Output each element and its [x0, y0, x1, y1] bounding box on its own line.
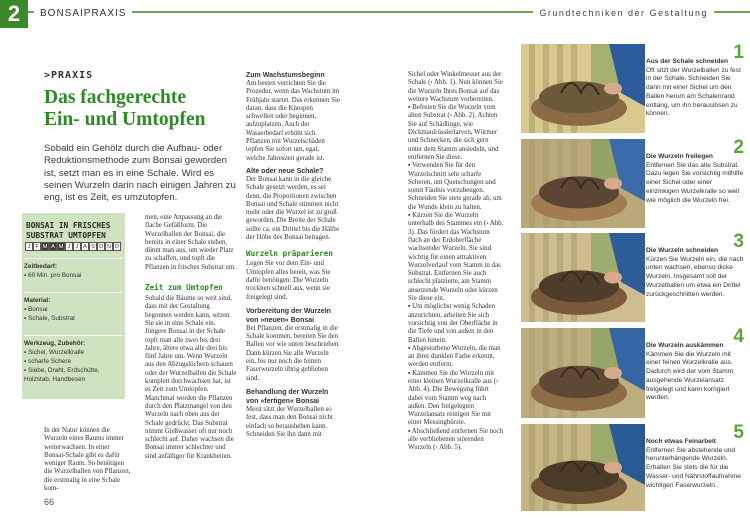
column-3 — [246, 71, 340, 439]
zeitbedarf-label: Zeitbedarf: — [24, 263, 58, 270]
werkzeug-item: ▪ Siebe, Draht, Erdschütte, Holzstab, Handbesen — [24, 367, 100, 383]
step-title: Die Wurzeln auskämmen — [646, 342, 724, 349]
step-photo — [521, 328, 645, 418]
step-photo — [521, 424, 645, 511]
step-number: 5 — [733, 422, 744, 443]
heading-fertige-bonsai: Behandlung der Wurzeln von »fertigen« Bonsai — [246, 388, 329, 405]
col2-paragraph-2: Sobald die Bäume so weit sind, dass mit der Gestaltung begonnen werden kann, setzen Sie sie in eine Schale ein. Jüngere Bonsai in der Schale topft man alle zwei bis drei Jahre, ältere etwa alle drei bis fünf Jahre um. Wenn Wurzeln aus den Abzugslöchern schauen oder der Wurzelballen die Schale komplett durchwachsen hat, ist es Zeit zum Umtopfen. Manchmal werden die Pflanzen durch den Platzmangel von den Wurzeln nach oben aus der Schale gedrückt. Das Substrat nimmt Gießwasser oft nur noch schlecht auf. Daher wachsen die Bonsai immer schlechter und sind anfälliger für Krankheiten. — [145, 295, 237, 460]
title-line-2: Ein- und Umtopfen — [44, 109, 206, 130]
info-divider — [24, 258, 122, 259]
month-cell: A — [81, 242, 89, 251]
col4-bullet: ▪ Befreien Sie die Wurzeln vom alten Substrat (› Abb. 2). Achten Sie auf Schädlinge, wie Dickmaulrüsslerlarven, Würmer und Schnecken, die sich gern unter dem Stamm ansiedeln, und entfernen Sie diese. — [408, 104, 499, 161]
month-cell: D — [113, 242, 121, 251]
heading-neue-bonsai: Vorbereitung der Wurzeln von »neuen« Bonsai — [246, 307, 331, 324]
month-cell: N — [105, 242, 113, 251]
step-caption — [646, 153, 746, 205]
month-cell: J — [65, 242, 73, 251]
step-number: 2 — [733, 137, 744, 158]
col4-bullet: ▪ Abschließend entfernen Sie noch alle verbliebenen störenden Wurzeln (› Abb. 5). — [408, 427, 504, 452]
info-title-line-1: BONSAI IN FRISCHES — [26, 221, 111, 230]
info-box-title — [26, 221, 126, 240]
lead-paragraph: Sobald ein Gehölz durch die Aufbau- oder Reduktionsmethode zum Bonsai geworden ist, setzt man es in eine Schale. Wird es seinen Wurzeln darin nach einigen Jahren zu eng, ist es Zeit, es umzutopfen. — [44, 143, 236, 204]
step-title: Die Wurzeln schneiden — [646, 247, 719, 254]
col4-bullet: ▪ Abgestorbene Wurzeln, die man an ihrer dunklen Farbe erkennt, werden entfernt. — [408, 344, 501, 369]
chapter-number-badge: 2 — [0, 0, 28, 28]
col4-bullet: ▪ Kämmen Sie die Wurzeln mit einer kleinen Wurzelkralle aus (› Abb. 4). Die Bewegung führt dabei vom Stamm weg nach außen. Den freigelegten Wurzelansatz reinigen Sie mit einer Messingbürste. — [408, 369, 499, 427]
step-caption — [646, 438, 746, 490]
page-number: 66 — [44, 497, 55, 507]
month-cell: S — [89, 242, 97, 251]
step-caption — [646, 58, 746, 119]
column-4 — [408, 71, 504, 453]
step-photo — [521, 44, 645, 133]
step-number: 3 — [733, 231, 744, 252]
month-calendar — [25, 242, 121, 251]
kicker: >PRAXIS — [44, 70, 94, 81]
info-divider — [24, 335, 122, 336]
info-title-line-2: SUBSTRAT UMTOPFEN — [26, 230, 106, 240]
title-line-1: Das fachgerechte — [44, 87, 187, 108]
info-zeitbedarf — [24, 262, 124, 280]
month-cell: M — [42, 244, 48, 250]
werkzeug-item: ▪ scharfe Schere — [24, 358, 72, 365]
material-item: ▪ Schale, Substrat — [24, 315, 75, 322]
step-number: 4 — [733, 326, 744, 347]
step-title: Noch etwas Feinarbeit — [646, 438, 716, 445]
heading-wurzeln-praeparieren: Wurzeln präparieren — [246, 249, 333, 259]
material-label: Material: — [24, 297, 51, 304]
month-cell: O — [98, 244, 104, 250]
col3-paragraph-3: Legen Sie vor dem Ein- und Umtopfen alles bereit, was Sie dafür benötigen: Die Wurzeln trocknen schnell aus, wenn sie freigelegt sind. — [246, 260, 331, 301]
material-item: ▪ Bonsai — [24, 306, 48, 313]
month-cell: J — [73, 242, 81, 251]
col4-bullet: ▪ Kürzen Sie die Wurzeln unterhalb des Stammes ein (› Abb. 3). Das fördert das Wachstum flach an der Erdoberfläche wachsender Wurzeln. Sie sind wichtig für einen attraktiven Wurzelverlauf vom Stamm in das Substrat. Entfernen Sie auch schlecht platzierte, am Stamm ansetzende Wurzeln oder kürzen Sie diese ein. — [408, 212, 504, 303]
col4-bullet: ▪ Verwenden Sie für den Wurzelschnitt sehr scharfe Scheren, um Quetschungen und somit Fäulnis vorzubeugen. Schneiden Sie stets gerade ab, um die Wunde klein zu halten. — [408, 162, 502, 211]
step-caption — [646, 342, 746, 403]
col3-paragraph-2: Der Bonsai kann in die gleiche Schale gesetzt werden, es sei denn, die Proportionen zwischen Bonsai und Schale stimmen nicht mehr oder die Wurzel ist zu groß geworden. Die Breite der Schale sollte ca. ein Drittel bis die Hälfte der Höhe des Bonsai betragen. — [246, 175, 340, 242]
heading-alte-oder-neue-schale: Alte oder neue Schale? — [246, 167, 324, 175]
step-text: Kürzen Sie Wurzeln ein, die nach unten wachsen, ebenso dicke Wurzeln. Insgesamt soll der Wurzelballen um etwa ein Drittel zurückgeschnitten werden. — [646, 255, 744, 298]
month-cell: A — [49, 242, 57, 251]
step-text: Entfernen Sie abstehende und herunterhängende Wurzeln. Erhalten Sie stets die für die Wasser- und Nährstoffaufnahme wichtigen Faserwurzeln. — [646, 446, 741, 489]
zeitbedarf-item: ▪ 60 Min. pro Bonsai — [24, 272, 82, 279]
column-2 — [145, 214, 238, 461]
section-label-left: BONSAIPRAXIS — [34, 8, 132, 19]
col3-paragraph-5: Meist sitzt der Wurzelballen so fest, dass man den Bonsai nicht einfach so herausheben kann. Schneiden Sie ihn dann mit — [246, 405, 333, 438]
step-text: Entfernen Sie das alte Substrat. Dazu legen Sie vorsichtig mithilfe einer Sichel oder einer einzinkigen Wurzelkralle so weit wie möglich die Wurzeln frei. — [646, 161, 744, 204]
step-text: Kämmen Sie die Wurzeln mit einer feinen Wurzelkralle aus. Dadurch wird der vom Stamm ausgehende Wurzelansatz freigelegt und kann korrigiert werden. — [646, 350, 734, 402]
col3-paragraph-1: Am besten verrichten Sie die Prozedur, wenn das Wachstum im Frühjahr startet. Das erkennen Sie daran, dass die Knospen schwellen oder beginnen, aufzuplatzen. Auch der Wasserbedarf erhöht sich. Pflanzen mit Wurzelschäden topfen Sie sofort um, egal, welche Jahreszeit gerade ist. — [246, 80, 340, 162]
col4-intro: Sichel oder Winkelmesser aus der Schale (› Abb. 1). Nun können Sie die Wurzeln Ihres Bonsai auf das weitere Wachstum vorbereiten. — [408, 71, 503, 103]
step-caption — [646, 247, 746, 299]
step-number: 1 — [733, 42, 744, 63]
step-photo — [521, 233, 645, 322]
month-cell: M — [58, 244, 64, 250]
month-cell: J — [25, 242, 33, 251]
info-werkzeug — [24, 339, 124, 384]
werkzeug-label: Werkzeug, Zubehör: — [24, 340, 86, 347]
info-material — [24, 296, 124, 323]
step-photo — [521, 139, 645, 228]
info-divider — [24, 292, 122, 293]
section-label-right: Grundtechniken der Gestaltung — [533, 8, 714, 18]
heading-wachstumsbeginn: Zum Wachstumsbeginn — [246, 72, 325, 79]
col3-paragraph-4: Bei Pflanzen, die erstmalig in die Schale kommen, bereiten Sie den Ballen vor wie unten beschrieben. Dann kürzen Sie alle Wurzeln ein, bis nur noch die feinen Faserwurzeln übrig geblieben sind. — [246, 324, 340, 382]
step-title: Die Wurzeln freilegen — [646, 153, 713, 160]
step-text: Oft sitzt der Wurzelballen zu fest in der Schale. Schneiden Sie dann mit einer Sichel um den Ballen herum am Schalenrand entlang, um ihn herauslösen zu können. — [646, 66, 741, 118]
article-title — [44, 87, 254, 131]
step-title: Aus der Schale schneiden — [646, 58, 729, 65]
heading-zeit-zum-umtopfen: Zeit zum Umtopfen — [145, 283, 223, 293]
werkzeug-item: ▪ Sichel, Wurzelkralle — [24, 349, 85, 356]
col1-paragraph: In der Natur können die Wurzeln eines Baums immer weiterwachsen. In einer Bonsai-Schale gibt es dafür weniger Raum. So benötigen die Wurzelballen von Pflanzen, die erstmalig in eine Schale kom- — [44, 427, 131, 493]
column-1 — [44, 427, 132, 493]
col4-bullet: ▪ Um möglichst wenig Schaden anzurichten, arbeiten Sie sich vorsichtig von der Oberfläche in die Tiefe und von außen in den Ballen hinein. — [408, 303, 498, 344]
col2-paragraph-1: men, eine Anpassung an die flache Gefäßform. Die Wurzelballen der Bonsai, die bereits in einer Schale stehen, dünnt man aus, um wieder Platz zu schaffen, und topft die Pflanzen in frisches Substrat um. — [145, 214, 236, 271]
month-cell: F — [33, 242, 41, 251]
